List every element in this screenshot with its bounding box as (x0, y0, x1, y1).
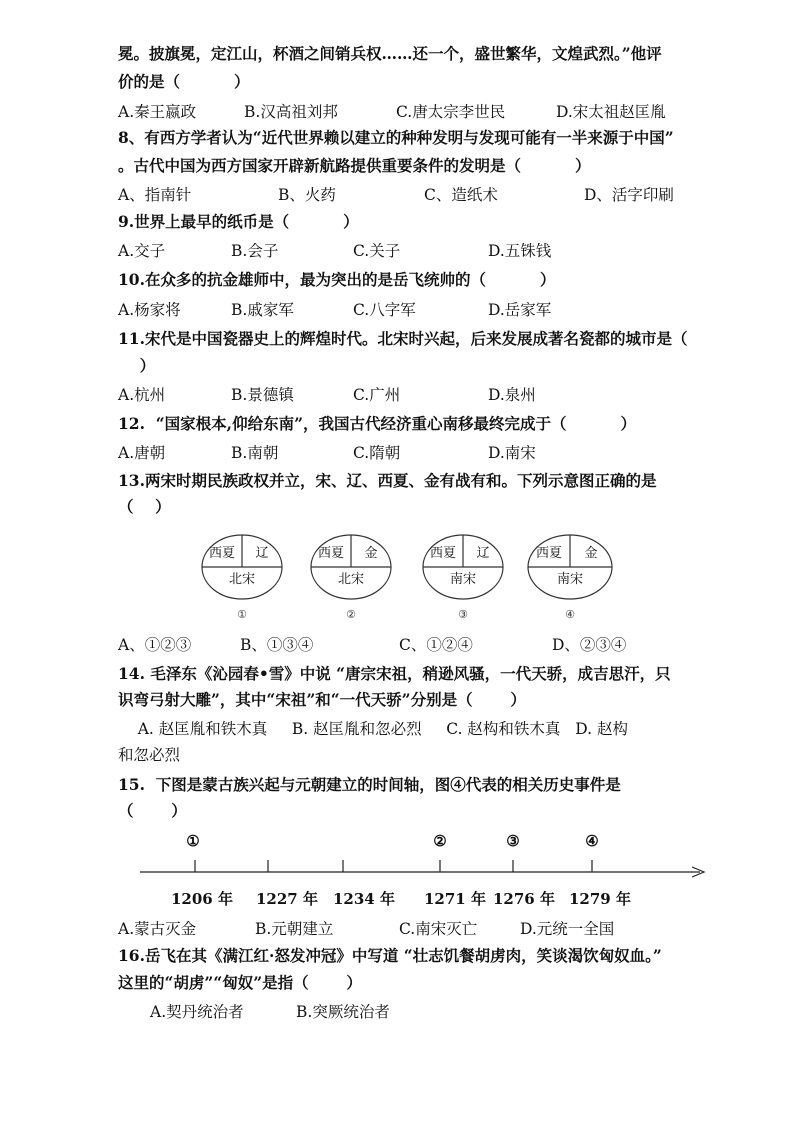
q13-option-b[interactable]: B、①③④ (240, 636, 314, 654)
q11-stem-line2: ） (118, 356, 156, 375)
q13-d2-right: 金 (364, 546, 378, 561)
timeline-marker-1: ① (186, 832, 200, 850)
q12-option-d[interactable]: D.南宋 (488, 444, 536, 462)
q10-stem: 10.在众多的抗金雄师中，最为突出的是岳飞统帅的（ ） (118, 270, 556, 289)
q13-d1-right: 辽 (255, 546, 269, 561)
q14-options-line[interactable]: A. 赵匡胤和铁木真 B. 赵匡胤和忽必烈 C. 赵构和铁木真 D. 赵构 (118, 720, 628, 738)
q15-option-d[interactable]: D.元统一全国 (520, 920, 615, 938)
q10-option-a[interactable]: A.杨家将 (118, 301, 181, 319)
q15-timeline (140, 832, 704, 908)
timeline-year-1227: 1227 年 (256, 890, 318, 908)
q7-option-c[interactable]: C.唐太宗李世民 (396, 103, 506, 121)
q13-d1-bottom: 北宋 (228, 572, 256, 587)
q7-option-d[interactable]: D.宋太祖赵匡胤 (556, 103, 666, 121)
timeline-marker-2: ② (433, 832, 447, 850)
q13-d3-bottom: 南宋 (449, 572, 477, 587)
q10-option-b[interactable]: B.戚家军 (231, 301, 294, 319)
q16-stem-line1: 16.岳飞在其《满江红·怒发冲冠》中写道 “壮志饥餐胡虏肉，笑谈渴饮匈奴血。” (118, 946, 662, 965)
q9-stem: 9.世界上最早的纸币是（ ） (118, 212, 359, 231)
q12-stem: 12. “国家根本,仰给东南”，我国古代经济重心南移最终完成于（ ） (118, 414, 636, 433)
q11-stem-line1: 11.宋代是中国瓷器史上的辉煌时代。北宋时兴起，后来发展成著名瓷都的城市是（ (118, 329, 688, 348)
timeline-marker-4: ④ (585, 832, 599, 850)
q14-stem-line2: 识弯弓射大雕”，其中“宋祖”和“一代天骄”分别是（ ） (118, 690, 526, 709)
q8-option-c[interactable]: C、造纸术 (424, 186, 498, 204)
q13-diagram-1 (202, 535, 282, 621)
timeline-year-1234: 1234 年 (333, 890, 395, 908)
q13-d3-label: ③ (458, 608, 468, 621)
timeline-year-1276: 1276 年 (493, 890, 555, 908)
q16-stem-line2: 这里的“胡虏”“匈奴”是指（ ） (118, 973, 362, 992)
q13-option-d[interactable]: D、②③④ (552, 636, 627, 654)
q9-option-c[interactable]: C.关子 (353, 242, 401, 260)
q8-stem-line1: 8、有西方学者认为“近代世界赖以建立的种种发明与发现可能有一半来源于中国” (118, 128, 674, 147)
q11-option-a[interactable]: A.杭州 (118, 386, 166, 404)
q15-option-a[interactable]: A.蒙古灭金 (118, 920, 197, 938)
timeline-year-1271: 1271 年 (424, 890, 486, 908)
q13-d1-left: 西夏 (208, 546, 236, 561)
q15-option-b[interactable]: B.元朝建立 (255, 920, 334, 938)
q13-d4-bottom: 南宋 (556, 572, 584, 587)
q13-stem-line2: （ ） (118, 497, 171, 516)
q13-stem-line1: 13.两宋时期民族政权并立，宋、辽、西夏、金有战有和。下列示意图正确的是 (118, 471, 657, 490)
q8-option-d[interactable]: D、活字印刷 (584, 186, 674, 204)
q9-option-a[interactable]: A.交子 (118, 242, 166, 260)
q15-stem-line2: （ ） (118, 801, 187, 820)
q13-diagram-4 (528, 535, 612, 621)
q13-d2-left: 西夏 (317, 546, 345, 561)
q13-diagram-3 (423, 535, 503, 621)
q12-option-a[interactable]: A.唐朝 (118, 444, 166, 462)
q9-option-b[interactable]: B.会子 (231, 242, 279, 260)
q14-stem-line1: 14. 毛泽东《沁园春•雪》中说 “唐宗宋祖，稍逊风骚，一代天骄，成吉思汗，只 (118, 664, 671, 683)
q11-option-d[interactable]: D.泉州 (488, 386, 536, 404)
q7-option-a[interactable]: A.秦王嬴政 (118, 103, 197, 121)
q13-diagram-2 (311, 535, 391, 621)
q10-option-c[interactable]: C.八字军 (353, 301, 416, 319)
q15-stem-line1: 15. 下图是蒙古族兴起与元朝建立的时间轴，图④代表的相关历史事件是 (118, 775, 621, 794)
q13-d3-right: 辽 (476, 546, 490, 561)
q7-stem-line1: 冕。披旗冕，定江山，杯酒之间销兵权……还一个，盛世繁华，文煌武烈。”他评 (118, 44, 662, 63)
q8-option-a[interactable]: A、指南针 (118, 186, 192, 204)
q8-option-b[interactable]: B、火药 (278, 186, 336, 204)
q15-option-c[interactable]: C.南宋灭亡 (399, 920, 478, 938)
q13-d4-left: 西夏 (535, 546, 563, 561)
q11-option-b[interactable]: B.景德镇 (231, 386, 294, 404)
timeline-year-1279: 1279 年 (569, 890, 631, 908)
q13-option-c[interactable]: C、①②④ (399, 636, 473, 654)
timeline-marker-3: ③ (506, 832, 520, 850)
q11-option-c[interactable]: C.广州 (353, 386, 401, 404)
q16-option-b[interactable]: B.突厥统治者 (296, 1003, 390, 1021)
q13-d3-left: 西夏 (429, 546, 457, 561)
q12-option-b[interactable]: B.南朝 (231, 444, 279, 462)
q7-stem-line2: 价的是（ ） (118, 72, 250, 91)
q13-option-a[interactable]: A、①②③ (118, 636, 192, 654)
q14-options-line2[interactable]: 和忽必烈 (118, 746, 181, 764)
q10-option-d[interactable]: D.岳家军 (488, 301, 552, 319)
q12-option-c[interactable]: C.隋朝 (353, 444, 401, 462)
timeline-year-1206: 1206 年 (171, 890, 233, 908)
q16-option-a[interactable]: A.契丹统治者 (150, 1003, 244, 1021)
q8-stem-line2: 。古代中国为西方国家开辟新航路提供重要条件的发明是（ ） (118, 156, 591, 175)
q13-d4-right: 金 (584, 546, 598, 561)
q13-d4-label: ④ (565, 608, 575, 621)
q13-d1-label: ① (237, 608, 247, 621)
q9-option-d[interactable]: D.五铢钱 (488, 242, 552, 260)
q13-d2-bottom: 北宋 (337, 572, 365, 587)
q13-d2-label: ② (346, 608, 356, 621)
q7-option-b[interactable]: B.汉高祖刘邦 (244, 103, 338, 121)
